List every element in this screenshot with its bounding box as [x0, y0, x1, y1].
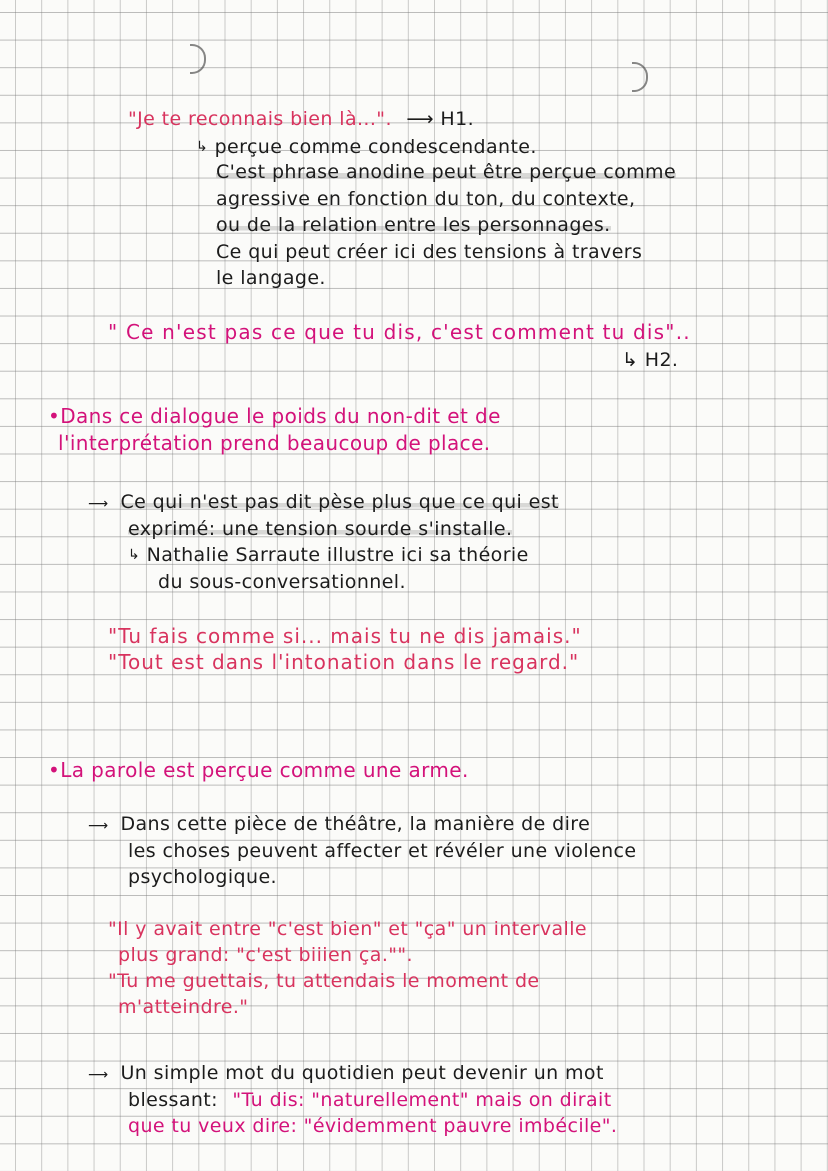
point2-quote-1: "Il y avait entre "c'est bien" et "ça" un intervalle	[108, 918, 587, 940]
sub-arrow-icon: ↳	[196, 139, 209, 155]
arrow-right-icon: ⟶	[88, 1067, 109, 1083]
arrow-right-icon: ⟶	[88, 818, 109, 834]
h1-note-line-6: le langage.	[216, 267, 326, 289]
margin-mark-right-icon	[632, 62, 648, 92]
point1-line-1: ⟶ Ce qui n'est pas dit pèse plus que ce qui est	[88, 491, 559, 513]
h1-note-line-4: ou de la relation entre les personnages.	[216, 214, 611, 236]
final-quote-2: que tu veux dire: "évidemment pauvre imbécile".	[128, 1115, 618, 1137]
point1-quote-2: "Tout est dans l'intonation dans le regard."	[108, 650, 580, 674]
quote-h2	[108, 320, 691, 344]
point1-heading-line-1: •Dans ce dialogue le poids du non-dit et de	[48, 404, 501, 428]
h1-note-line-5: Ce qui peut créer ici des tensions à travers	[216, 241, 643, 263]
h1-note-text-1: perçue comme condescendante.	[214, 136, 537, 158]
point2-quote-2: plus grand: "c'est biiien ça."".	[118, 944, 413, 966]
point1-quote-1: "Tu fais comme si... mais tu ne dis jamais."	[108, 624, 582, 648]
quote-h2-text: " Ce n'est pas ce que tu dis, c'est comment tu dis"..	[108, 320, 691, 344]
point1-line-2: exprimé: une tension sourde s'installe.	[128, 518, 513, 540]
point1-heading-line-2: l'interprétation prend beaucoup de place.	[58, 431, 491, 455]
h1-note-line-1	[196, 135, 537, 159]
arrow-right-icon: ⟶	[88, 496, 109, 512]
point2-line-1: ⟶ Dans cette pièce de théâtre, la manière de dire	[88, 813, 591, 835]
quote-h1-text: "Je te reconnais bien là...".	[128, 108, 392, 130]
point1-subline-2: du sous-conversationnel.	[158, 571, 406, 593]
sub-arrow-icon: ↳	[128, 547, 141, 563]
point2-quote-4: m'atteindre."	[118, 996, 249, 1018]
margin-mark-left-icon	[190, 44, 206, 74]
bullet-icon: •	[48, 404, 61, 428]
point2-line2-2: blessant: "Tu dis: "naturellement" mais on dirait	[128, 1089, 612, 1111]
final-quote-1: "Tu dis: "naturellement" mais on dirait	[232, 1089, 612, 1111]
h1-tag: ⟶ H1.	[406, 108, 475, 130]
point2-line-3: psychologique.	[128, 866, 277, 888]
h1-note-line-2: C'est phrase anodine peut être perçue comme	[216, 161, 677, 183]
bullet-icon: •	[48, 758, 61, 782]
h2-tag: ↳ H2.	[622, 349, 679, 371]
point2-line2-1: ⟶ Un simple mot du quotidien peut devenir un mot	[88, 1062, 604, 1084]
quote-h1	[128, 107, 474, 131]
point2-quote-3: "Tu me guettais, tu attendais le moment de	[108, 970, 540, 992]
point1-subline-1: ↳ Nathalie Sarraute illustre ici sa théorie	[128, 544, 529, 566]
point2-line-2: les choses peuvent affecter et révéler une violence	[128, 840, 637, 862]
h1-note-line-3: agressive en fonction du ton, du contexte,	[216, 188, 636, 210]
point2-heading: •La parole est perçue comme une arme.	[48, 758, 469, 782]
